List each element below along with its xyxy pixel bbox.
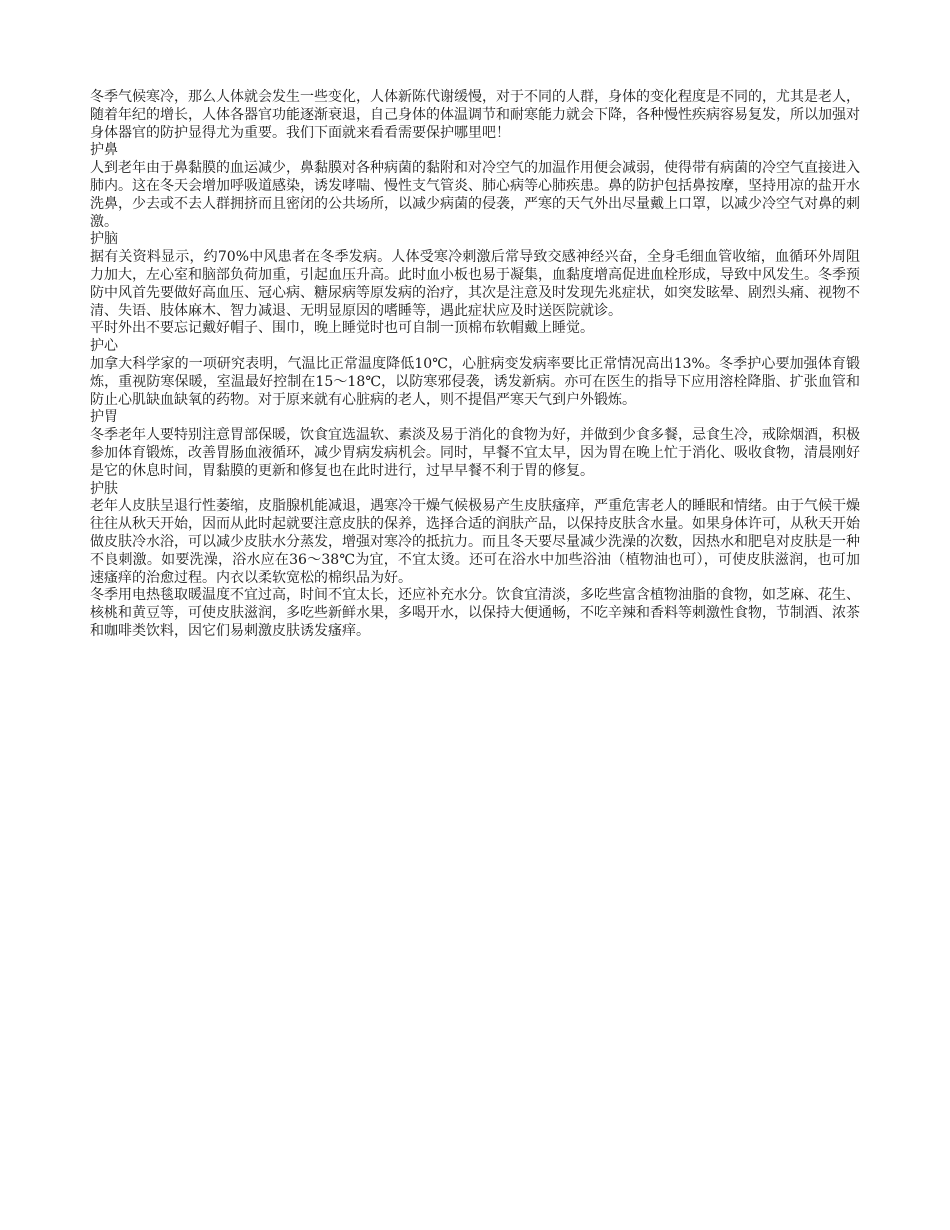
skin-paragraph-1: 老年人皮肤呈退行性萎缩，皮脂腺机能减退，遇寒冷干燥气候极易产生皮肤瘙痒，严重危害老人的睡眠和情绪。由于气候干燥往往从秋天开始，因而从此时起就要注意皮肤的保养，选择合适的润肤产品，以保持皮肤含水量。如果身体许可，从秋天开始做皮肤冷水浴，可以减少皮肤水分蒸发，增强对寒冷的抵抗力。而且冬天要尽量减少洗澡的次数，因热水和肥皂对皮肤是一种不良刺激。如要洗澡，浴水应在36～38℃为宜，不宜太烫。还可在浴水中加些浴油（植物油也可），可使皮肤滋润，也可加速瘙痒的治愈过程。内衣以柔软宽松的棉织品为好。	[90, 498, 860, 586]
stomach-paragraph: 冬季老年人要特别注意胃部保暖，饮食宜选温软、素淡及易于消化的食物为好，并做到少食多餐，忌食生冷，戒除烟酒，积极参加体育锻炼，改善胃肠血液循环，减少胃病发病机会。同时，早餐不宜太早，因为胃在晚上忙于消化、吸收食物，清晨刚好是它的休息时间，胃黏膜的更新和修复也在此时进行，过早早餐不利于胃的修复。	[90, 427, 860, 479]
intro-paragraph: 冬季气候寒冷，那么人体就会发生一些变化，人体新陈代谢缓慢，对于不同的人群，身体的变化程度是不同的，尤其是老人，随着年纪的增长，人体各器官功能逐渐衰退，自己身体的体温调节和耐寒能力就会下降，各种慢性疾病容易复发，所以加强对身体器官的防护显得尤为重要。我们下面就来看看需要保护哪里吧！	[90, 89, 860, 141]
brain-paragraph-1: 据有关资料显示，约70%中风患者在冬季发病。人体受寒冷刺激后常导致交感神经兴奋，全身毛细血管收缩，血循环外周阻力加大，左心室和脑部负荷加重，引起血压升高。此时血小板也易于凝集，血黏度增高促进血栓形成，导致中风发生。冬季预防中风首先要做好高血压、冠心病、糖尿病等原发病的治疗，其次是注意及时发现先兆症状，如突发眩晕、剧烈头痛、视物不清、失语、肢体麻木、智力减退、无明显原因的嗜睡等，遇此症状应及时送医院就诊。	[90, 249, 860, 319]
skin-paragraph-2: 冬季用电热毯取暖温度不宜过高，时间不宜太长，还应补充水分。饮食宜清淡，多吃些富含植物油脂的食物，如芝麻、花生、核桃和黄豆等，可使皮肤滋润，多吃些新鲜水果，多喝开水，以保持大便通畅，不吃辛辣和香料等刺激性食物，节制酒、浓茶和咖啡类饮料，因它们易刺激皮肤诱发瘙痒。	[90, 587, 860, 639]
brain-paragraph-2: 平时外出不要忘记戴好帽子、围巾，晚上睡觉时也可自制一顶棉布软帽戴上睡觉。	[90, 320, 594, 337]
section-heading-nose: 护鼻	[90, 142, 118, 159]
section-heading-stomach: 护胃	[90, 409, 118, 426]
heart-paragraph: 加拿大科学家的一项研究表明，气温比正常温度降低10℃，心脏病变发病率要比正常情况高出13%。冬季护心要加强体育锻炼，重视防寒保暖，室温最好控制在15～18℃，以防寒邪侵袭，诱发新病。亦可在医生的指导下应用溶栓降脂、扩张血管和防止心肌缺血缺氧的药物。对于原来就有心脏病的老人，则不提倡严寒天气到户外锻炼。	[90, 355, 860, 408]
nose-paragraph: 人到老年由于鼻黏膜的血运减少，鼻黏膜对各种病菌的黏附和对冷空气的加温作用便会减弱，使得带有病菌的冷空气直接进入肺内。这在冬天会增加呼吸道感染，诱发哮喘、慢性支气管炎、肺心病等心肺疾患。鼻的防护包括鼻按摩，坚持用凉的盐开水洗鼻，少去或不去人群拥挤而且密闭的公共场所，以减少病菌的侵袭，严寒的天气外出尽量戴上口罩，以减少冷空气对鼻的刺激。	[90, 160, 860, 230]
section-heading-skin: 护肤	[90, 480, 118, 497]
section-heading-brain: 护脑	[90, 231, 118, 248]
article-body	[90, 89, 860, 641]
section-heading-heart: 护心	[90, 338, 118, 355]
